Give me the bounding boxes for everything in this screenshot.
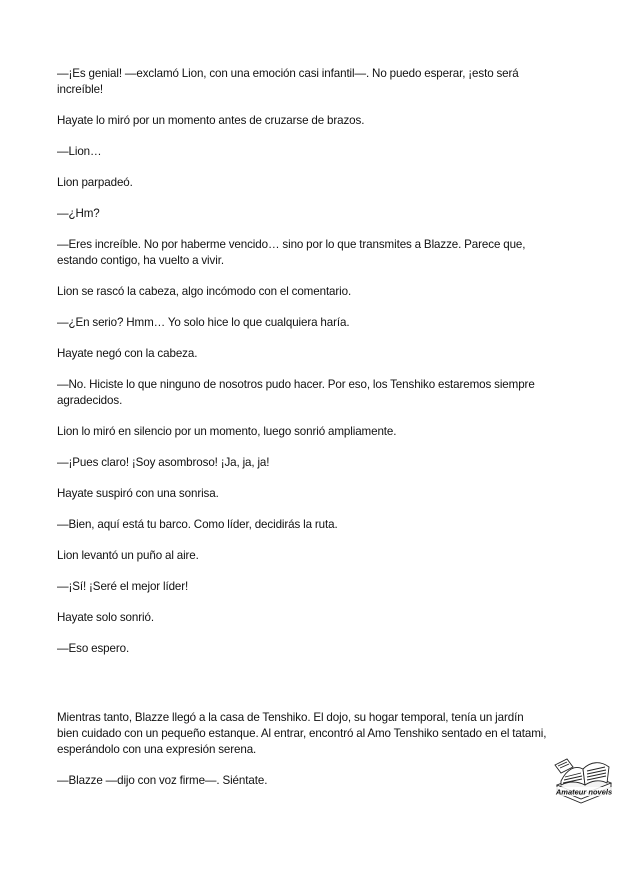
document-body [57,66,547,804]
paragraph: —¿Hm? [57,207,100,220]
paragraph: —Eso espero. [57,642,130,655]
paragraph: —¿En serio? Hmm… Yo solo hice lo que cualquiera haría. [57,316,350,329]
paragraph: —Eres increíble. No por haberme vencido… sino por lo que transmites a Blazze. Parece que, estando contigo, ha vuelto a vivir. [57,238,526,267]
watermark-logo [551,755,617,807]
open-book-icon [551,755,617,807]
paragraph: —Bien, aquí está tu barco. Como líder, decidirás la ruta. [57,518,338,531]
paragraph: Hayate negó con la cabeza. [57,347,198,360]
paragraph: —¡Pues claro! ¡Soy asombroso! ¡Ja, ja, ja! [57,456,270,469]
paragraph: Lion se rascó la cabeza, algo incómodo con el comentario. [57,285,352,298]
paragraph: Lion lo miró en silencio por un momento, luego sonrió ampliamente. [57,425,397,438]
paragraph: —Lion… [57,145,102,158]
paragraph: Hayate solo sonrió. [57,611,154,624]
paragraph: —¡Es genial! —exclamó Lion, con una emoción casi infantil—. No puedo esperar, ¡esto será increíble! [57,67,519,96]
paragraph: Mientras tanto, Blazze llegó a la casa de Tenshiko. El dojo, su hogar temporal, tenía un jardín bien cuidado con un pequeño estanque. Al entrar, encontró al Amo Tenshiko sentado en el tatami, esperándolo con una expresión serena. [57,711,547,756]
paragraph: —¡Sí! ¡Seré el mejor líder! [57,580,189,593]
paragraph: Lion levantó un puño al aire. [57,549,199,562]
logo-text: Amateur novels [555,787,613,797]
paragraph: —No. Hiciste lo que ninguno de nosotros pudo hacer. Por eso, los Tenshiko estaremos siempre agradecidos. [57,378,535,407]
paragraph: Hayate lo miró por un momento antes de cruzarse de brazos. [57,114,365,127]
paragraph: —Blazze —dijo con voz firme—. Siéntate. [57,774,268,787]
paragraph: Hayate suspiró con una sonrisa. [57,487,219,500]
paragraph: Lion parpadeó. [57,176,133,189]
